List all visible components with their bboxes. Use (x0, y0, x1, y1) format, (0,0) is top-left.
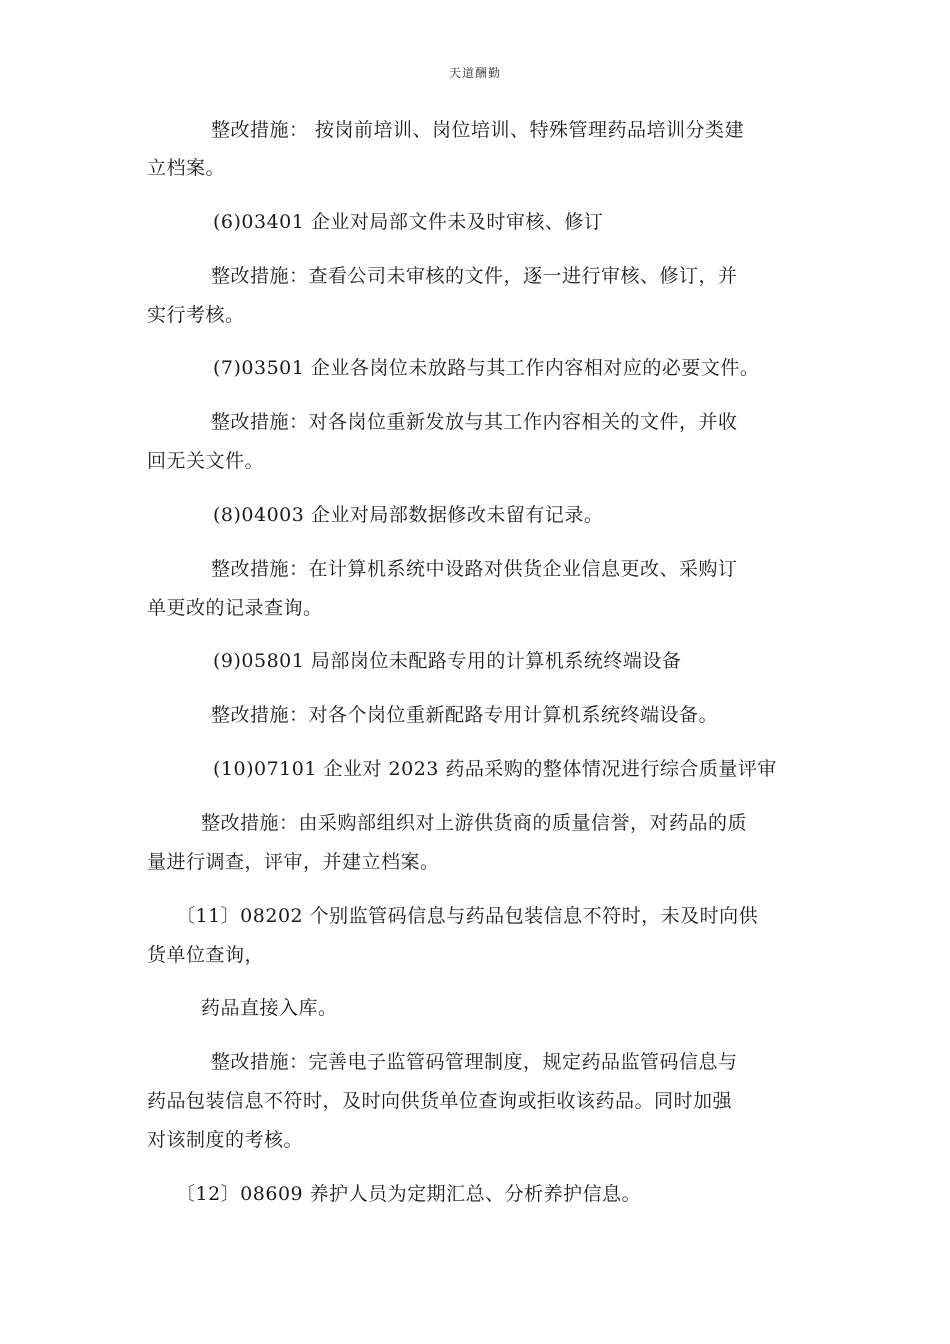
text-line-5: 实行考核。 (147, 304, 245, 326)
page-header: 天道酬勤 (448, 66, 501, 80)
text-line-22: 对该制度的考核。 (147, 1129, 304, 1151)
text-line-16: 量进行调查，评审，并建立档案。 (147, 851, 440, 873)
item-8-heading: (8)04003 企业对局部数据修改未留有记录。 (213, 504, 604, 526)
text-line-20: 整改措施：完善电子监管码管理制度，规定药品监管码信息与 (211, 1051, 738, 1073)
item-9-heading: (9)05801 局部岗位未配路专用的计算机系统终端设备 (213, 650, 682, 672)
text-line-1: 整改措施： 按岗前培训、岗位培训、特殊管理药品培训分类建 (211, 119, 745, 141)
item-7-heading: (7)03501 企业各岗位未放路与其工作内容相对应的必要文件。 (213, 357, 760, 379)
text-line-11: 单更改的记录查询。 (147, 597, 323, 619)
text-line-2: 立档案。 (147, 157, 226, 179)
text-line-15: 整改措施：由采购部组织对上游供货商的质量信誉，对药品的质 (201, 812, 748, 834)
text-line-18: 货单位查询， (147, 944, 265, 966)
text-line-19: 药品直接入库。 (201, 997, 338, 1019)
text-line-21: 药品包装信息不符时，及时向供货单位查询或拒收该药品。同时加强 (147, 1090, 733, 1112)
text-line-10: 整改措施：在计算机系统中设路对供货企业信息更改、采购订 (211, 558, 738, 580)
item-10-heading: (10)07101 企业对 2023 药品采购的整体情况进行综合质量评审 (213, 758, 777, 780)
text-line-4: 整改措施：查看公司未审核的文件，逐一进行审核、修订，并 (211, 265, 738, 287)
item-11-heading: 〔11〕08202 个别监管码信息与药品包装信息不符时，未及时向供 (176, 905, 759, 927)
item-6-heading: (6)03401 企业对局部文件未及时审核、修订 (213, 211, 604, 233)
text-line-7: 整改措施：对各岗位重新发放与其工作内容相关的文件，并收 (211, 411, 738, 433)
item-12-heading: 〔12〕08609 养护人员为定期汇总、分析养护信息。 (176, 1183, 642, 1205)
text-line-13: 整改措施：对各个岗位重新配路专用计算机系统终端设备。 (211, 704, 719, 726)
text-line-8: 回无关文件。 (147, 450, 265, 472)
